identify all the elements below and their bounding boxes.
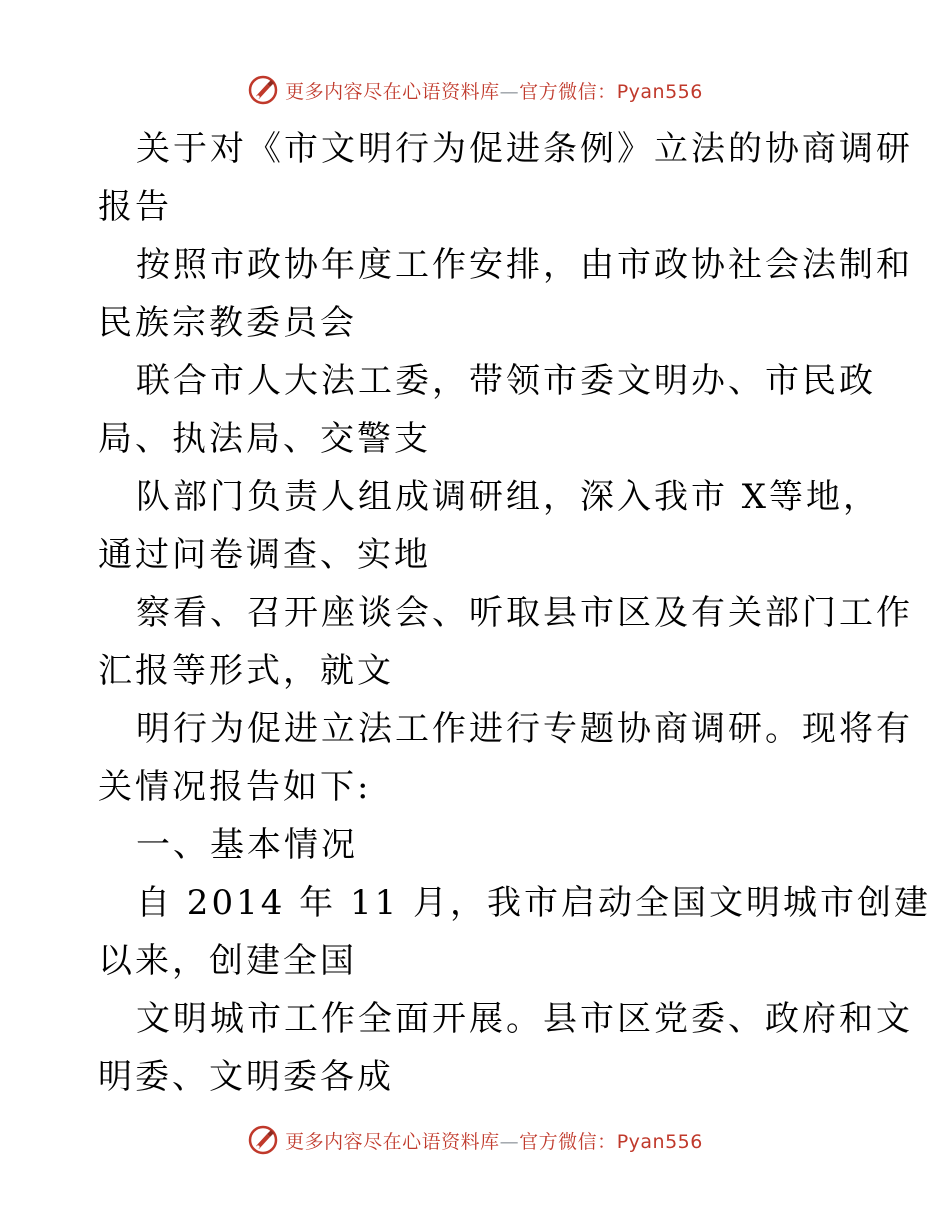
watermark-dash: —	[499, 80, 520, 103]
paragraph-line: 汇报等形式，就文	[98, 651, 394, 691]
title-line-2: 报告	[98, 187, 172, 227]
watermark-wechat-id: Pyan556	[616, 80, 703, 103]
watermark-wechat-id: Pyan556	[616, 1130, 703, 1153]
watermark-suffix: 官方微信：	[519, 1130, 617, 1153]
paragraph-line: 察看、召开座谈会、听取县市区及有关部门工作	[136, 593, 913, 633]
paragraph-line: 明行为促进立法工作进行专题协商调研。现将有	[136, 709, 913, 749]
watermark-suffix: 官方微信：	[519, 80, 617, 103]
paragraph-line: 以来，创建全国	[98, 941, 357, 981]
watermark-main-text: 更多内容尽在心语资料库	[285, 1130, 500, 1153]
header-watermark	[0, 72, 950, 108]
paragraph-line: 民族宗教委员会	[98, 303, 357, 343]
paragraph-line: 按照市政协年度工作安排，由市政协社会法制和	[136, 245, 913, 285]
paragraph-line: 文明城市工作全面开展。县市区党委、政府和文	[136, 999, 913, 1039]
paragraph-line: 联合市人大法工委，带领市委文明办、市民政	[136, 361, 876, 401]
paragraph-line: 明委、文明委各成	[98, 1057, 394, 1097]
paragraph-line: 队部门负责人组成调研组，深入我市 X等地，	[136, 477, 881, 517]
pen-logo-icon	[247, 1124, 279, 1156]
pen-logo-icon	[247, 74, 279, 106]
section-heading: 一、基本情况	[136, 825, 358, 865]
paragraph-line: 局、执法局、交警支	[98, 419, 431, 459]
paragraph-line: 关情况报告如下:	[98, 767, 372, 807]
watermark-dash: —	[499, 1130, 520, 1153]
paragraph-line: 通过问卷调查、实地	[98, 535, 431, 575]
title-line-1: 关于对《市文明行为促进条例》立法的协商调研	[136, 129, 913, 169]
footer-watermark	[0, 1122, 950, 1158]
watermark-main-text: 更多内容尽在心语资料库	[285, 80, 500, 103]
paragraph-line: 自 2014 年 11 月，我市启动全国文明城市创建	[136, 883, 932, 923]
document-body	[98, 120, 932, 1106]
